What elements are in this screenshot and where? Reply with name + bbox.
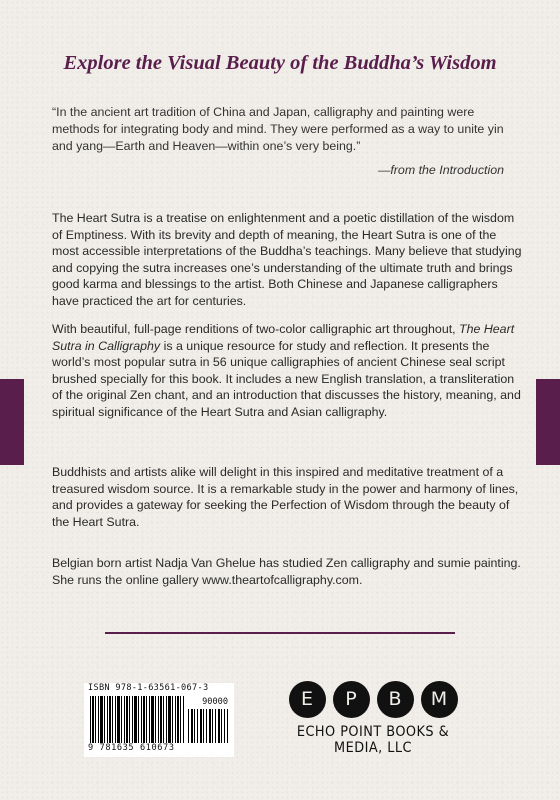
price-code: 90000: [202, 697, 228, 707]
logo-letter-e: E: [289, 681, 326, 718]
left-accent-tab: [0, 379, 24, 465]
cover-headline: Explore the Visual Beauty of the Buddha’s Wisdom: [63, 52, 497, 74]
description-paragraph-2: [52, 321, 522, 421]
logo-letter-m: M: [421, 681, 458, 718]
divider-line: [105, 632, 455, 634]
logo-letter-p: P: [333, 681, 370, 718]
paragraph-2-intro: With beautiful, full-page renditions of two-color calligraphic art throughout,: [52, 322, 460, 336]
isbn-label: ISBN 978-1-63561-067-3: [88, 683, 209, 693]
barcode-addon-bars: [188, 709, 228, 743]
description-paragraph-3: Buddhists and artists alike will delight in this inspired and meditative treatment of a treasured wisdom source. It is a remarkable study in the power and harmony of lines, and provides a gateway for seeking the Perfection of Wisdom through the beauty of the Heart Sutra.: [52, 465, 519, 529]
logo-letter-b: B: [377, 681, 414, 718]
book-title: The Heart Sutra in Calligraphy: [52, 322, 515, 353]
barcode-bars: [90, 696, 184, 743]
publisher-logo: [268, 681, 478, 756]
publisher-name: ECHO POINT BOOKS & MEDIA, LLC: [296, 724, 450, 756]
barcode-digits: 9 781635 610673: [88, 743, 175, 753]
intro-quote: “In the ancient art tradition of China and Japan, calligraphy and painting were methods for integrating body and mind. They were performed as a way to unite yin and yang—Earth and Heaven—within one’s very being.”: [52, 105, 504, 153]
author-bio: Belgian born artist Nadja Van Ghelue has studied Zen calligraphy and sumie painting. She runs the online gallery www.theartofcalligraphy.com.: [52, 556, 521, 587]
logo-circles: [268, 681, 478, 718]
right-accent-tab: [536, 379, 560, 465]
quote-attribution: —from the Introduction: [377, 163, 504, 177]
isbn-barcode: [84, 683, 234, 757]
description-paragraph-1: The Heart Sutra is a treatise on enlightenment and a poetic distillation of the wisdom of Emptiness. With its brevity and depth of meaning, the Heart Sutra is one of the most accessible interpretations of the Buddha’s teachings. Many believe that studying and copying the sutra increases one’s understanding of the ultimate truth and brings good karma and blessings to the artist. Both Chinese and Japanese calligraphers have practiced the art for centuries.: [52, 211, 522, 308]
paragraph-2-rest: is a unique resource for study and reflection. It presents the world’s most popular sutra in 56 unique calligraphies of ancient Chinese seal script brushed specially for this book. It includes a new English translation, a transliteration of the original Zen chant, and an introduction that discusses the history, meaning, and spiritual significance of the Heart Sutra and Asian calligraphy.: [52, 338, 521, 419]
